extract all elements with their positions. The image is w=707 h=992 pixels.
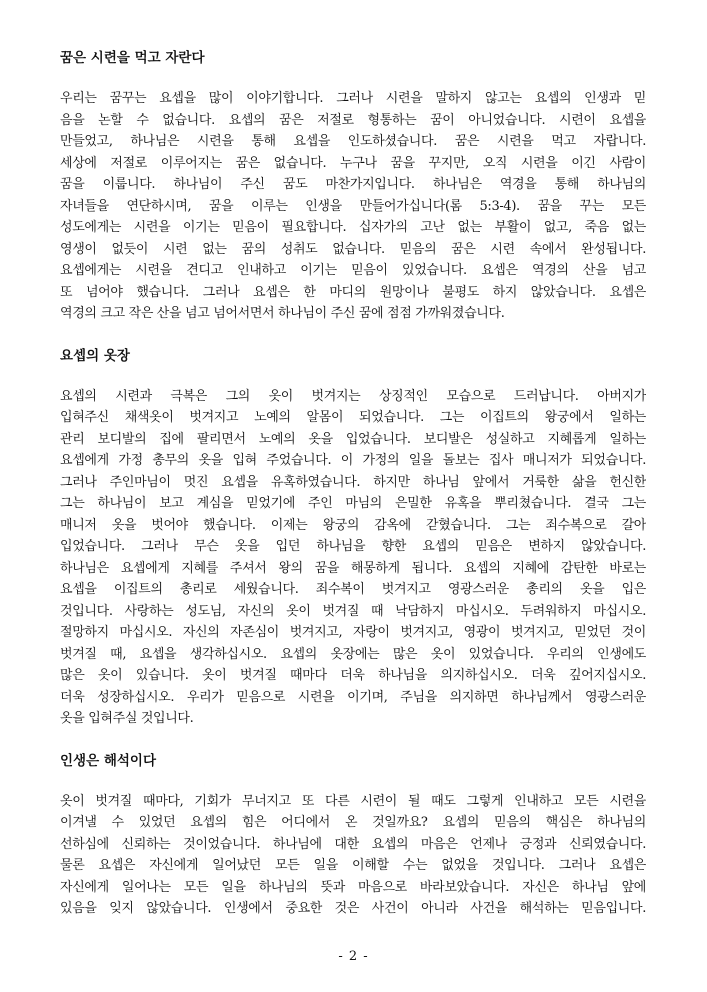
text-line: 자신에게 일어나는 모든 일을 하나님의 뜻과 마음으로 바라보았습니다. 자신은 하나님 앞에 — [60, 879, 646, 895]
text-line: 꿈을 이룹니다. 하나님이 주신 꿈도 마찬가지입니다. 하나님은 역경을 통해 하나님의 — [60, 177, 646, 192]
text-line: 것입니다. 사랑하는 성도님, 자신의 옷이 벗겨질 때 낙담하지 마십시오. 두려워하지 마십시오. — [60, 603, 646, 619]
text-line: 그는 하나님이 보고 계심을 믿었기에 주인 마님의 은밀한 유혹을 뿌리쳤습니다. 결국 그는 — [60, 496, 646, 511]
text-line: 요셉에게 가정 총무의 옷을 입혀 주었습니다. 이 가정의 일을 돌보는 집사 매니저가 되었습니다. — [60, 453, 646, 468]
paragraph — [60, 88, 646, 325]
text-line: 매니저 옷을 벗어야 했습니다. 이제는 왕궁의 감옥에 갇혔습니다. 그는 죄수복으로 갈아 — [60, 517, 646, 533]
document-page — [60, 48, 646, 920]
text-line: 역경의 크고 작은 산을 넘고 넘어서면서 하나님이 주신 꿈에 점점 가까워졌습니다. — [60, 306, 505, 321]
text-line: 요셉을 이집트의 총리로 세웠습니다. 죄수복이 벗겨지고 영광스러운 총리의 옷을 입은 — [60, 582, 646, 597]
text-line: 선하심에 신뢰하는 것이었습니다. 하나님에 대한 요셉의 마음은 언제나 긍정과 신뢰였습니다. — [60, 836, 646, 852]
text-line: 물론 요셉은 자신에게 일어났던 모든 일을 이해할 수는 없었을 것입니다. 그러나 요셉은 — [60, 858, 646, 873]
text-line: 그러나 주인마님이 멋진 요셉을 유혹하였습니다. 하지만 하나님 앞에서 거룩한 삶을 헌신한 — [60, 474, 646, 490]
text-line: 벗겨질 때, 요셉을 생각하십시오. 요셉의 옷장에는 많은 옷이 있었습니다. 우리의 인생에도 — [60, 646, 646, 662]
text-line: 또 넘어야 했습니다. 그러나 요셉은 한 마디의 원망이나 불평도 하지 않았습니다. 요셉은 — [60, 284, 646, 300]
text-line: 요셉에게는 시련을 견디고 인내하고 이기는 믿음이 있었습니다. 요셉은 역경의 산을 넘고 — [60, 263, 646, 278]
text-line: 세상에 저절로 이루어지는 꿈은 없습니다. 누구나 꿈을 꾸지만, 오직 시련을 이긴 사람이 — [60, 155, 646, 171]
text-line: 우리는 꿈꾸는 요셉을 많이 이야기합니다. 그러나 시련을 말하지 않고는 요셉의 인생과 믿 — [60, 91, 646, 106]
text-line: 더욱 성장하십시오. 우리가 믿음으로 시련을 이기며, 주님을 의지하면 하나님께서 영광스러운 — [60, 689, 646, 705]
text-line: 하나님은 요셉에게 지혜를 주셔서 왕의 꿈을 해몽하게 됩니다. 요셉의 지혜에 감탄한 바로는 — [60, 560, 646, 576]
text-line: 입었습니다. 그러나 무슨 옷을 입던 하나님을 향한 요셉의 믿음은 변하지 않았습니다. — [60, 539, 646, 554]
text-line: 관리 보디발의 집에 팔리면서 노예의 옷을 입었습니다. 보디발은 성실하고 지혜롭게 일하는 — [60, 431, 646, 447]
text-line: 절망하지 마십시오. 자신의 자존심이 벗겨지고, 자랑이 벗겨지고, 영광이 벗겨지고, 믿었던 것이 — [60, 625, 646, 640]
section-title: 인생은 해석이다 — [60, 752, 156, 769]
text-line: 입혀주신 채색옷이 벗겨지고 노예의 알몸이 되었습니다. 그는 이집트의 왕궁에서 일하는 — [60, 410, 646, 425]
text-line: 많은 옷이 있습니다. 옷이 벗겨질 때마다 더욱 하나님을 의지하십시오. 더욱 깊어지십시오. — [60, 668, 646, 683]
section-title: 꿈은 시련을 먹고 자란다 — [60, 50, 205, 66]
text-line: 성도에게는 시련을 이기는 믿음이 필요합니다. 십자가의 고난 없는 부활이 없고, 죽음 없는 — [60, 220, 646, 235]
text-line: 자녀들을 연단하시며, 꿈을 이루는 인생을 만들어가십니다(롬 5:3-4). 꿈을 꾸는 모든 — [60, 198, 646, 214]
text-line: 영생이 없듯이 시련 없는 꿈의 성취도 없습니다. 믿음의 꿈은 시련 속에서 완성됩니다. — [60, 241, 646, 257]
paragraph — [60, 386, 646, 730]
text-line: 이겨낼 수 있었던 요셉의 힘은 어디에서 온 것일까요? 요셉의 믿음의 핵심은 하나님의 — [60, 815, 646, 830]
text-line: 만들었고, 하나님은 시련을 통해 요셉을 인도하셨습니다. 꿈은 시련을 먹고 자랍니다. — [60, 134, 646, 149]
paragraph — [60, 791, 646, 920]
page-number: - 2 - — [338, 949, 369, 964]
section-title: 요셉의 옷장 — [60, 347, 130, 364]
text-line: 요셉의 시련과 극복은 그의 옷이 벗겨지는 상징적인 모습으로 드러납니다. 아버지가 — [60, 388, 646, 404]
text-line: 옷을 입혀주실 것입니다. — [60, 711, 194, 726]
text-line: 있음을 잊지 않았습니다. 인생에서 중요한 것은 사건이 아니라 사건을 해석하는 믿음입니다. — [60, 901, 646, 916]
text-line: 옷이 벗겨질 때마다, 기회가 무너지고 또 다른 시련이 될 때도 그렇게 인내하고 모든 시련을 — [60, 793, 646, 809]
text-line: 음을 논할 수 없습니다. 요셉의 꿈은 저절로 형통하는 꿈이 아니었습니다. 시련이 요셉을 — [60, 112, 646, 128]
